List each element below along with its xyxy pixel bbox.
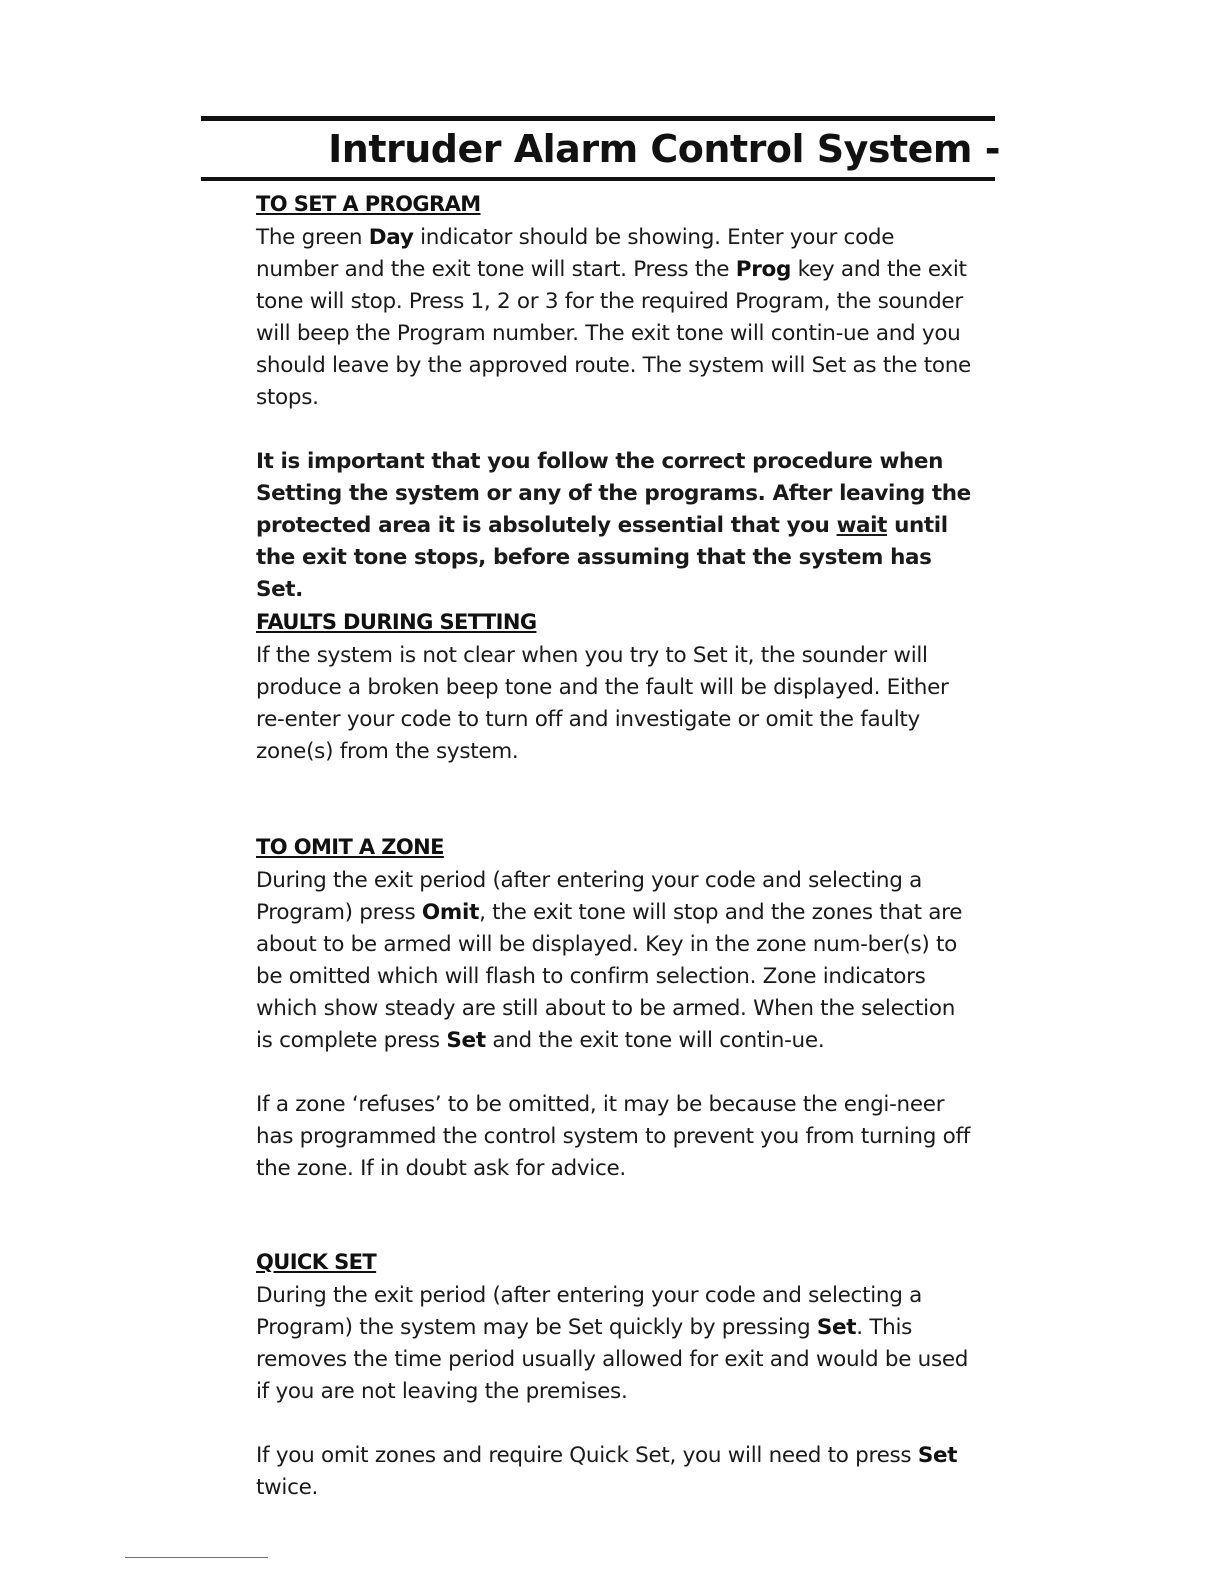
paragraph — [256, 1280, 976, 1408]
section-omit-zone — [256, 833, 976, 1185]
section-quick-set — [256, 1248, 976, 1504]
paragraph: If the system is not clear when you try to Set it, the sounder will produce a broken beep tone and the fault will be displayed. Either re-enter your code to turn off and investigate or omit the faulty zone(s) from the system. — [256, 643, 949, 764]
scan-artifact-line — [125, 1557, 268, 1558]
text-run: key and the exit tone will stop. Press 1, 2 or 3 for the required Program, the sounder will beep the Program number. The exit tone will contin-ue and you should leave by the approved route. The system will Set as the tone stops. — [256, 257, 971, 410]
section-heading: TO SET A PROGRAM — [256, 192, 481, 216]
key-set: Set — [917, 1443, 958, 1468]
text-run: During the exit period (after entering your code and selecting a Program) the system may be Set quickly by pressing — [256, 1283, 922, 1340]
header-rule-bottom — [201, 177, 995, 181]
text-run: During the exit period (after entering your code and selecting a Program) press — [256, 868, 922, 925]
warning-paragraph — [256, 446, 976, 606]
key-omit: Omit — [421, 900, 480, 925]
page-title: Intruder Alarm Control System - — [328, 127, 1000, 171]
text-run: . This removes the time period usually allowed for exit and would be used if you are not leaving the premises. — [256, 1315, 969, 1404]
text-run: indicator should be showing. Enter your code number and the exit tone will start. Press the — [256, 225, 895, 282]
text-run: If you omit zones and require Quick Set, you will need to press — [256, 1443, 918, 1468]
paragraph — [256, 865, 976, 1057]
text-run: and the exit tone will contin-ue. — [485, 1028, 825, 1053]
paragraph: If a zone ‘refuses’ to be omitted, it may be because the engi-neer has programmed the control system to prevent you from turning off the zone. If in doubt ask for advice. — [256, 1092, 971, 1181]
section-heading: FAULTS DURING SETTING — [256, 610, 537, 634]
section-faults — [256, 608, 976, 768]
key-set: Set — [446, 1028, 486, 1053]
emphasis-wait: wait — [836, 513, 887, 538]
key-day: Day — [368, 225, 414, 250]
text-run: , the exit tone will stop and the zones that are about to be armed will be displayed. Key in the zone num-ber(s) to be omitted which will flash to confirm selection. Zone indicators which show steady are still about to be armed. When the selection is complete press — [256, 900, 963, 1053]
text-run: The green — [256, 225, 369, 250]
text-run: until the exit tone stops, before assuming that the system has Set. — [256, 513, 948, 602]
text-run: It is important that you follow the correct procedure when Setting the system or any of the programs. After leaving the protected area it is absolutely essential that you — [256, 449, 971, 538]
section-heading: QUICK SET — [256, 1250, 377, 1274]
text-run: twice. — [256, 1475, 319, 1500]
header-rule-top — [201, 116, 995, 121]
key-prog: Prog — [735, 257, 792, 282]
paragraph — [256, 222, 976, 414]
section-heading: TO OMIT A ZONE — [256, 835, 444, 859]
section-set-program — [256, 190, 976, 606]
paragraph — [256, 1440, 976, 1504]
key-set: Set — [816, 1315, 857, 1340]
